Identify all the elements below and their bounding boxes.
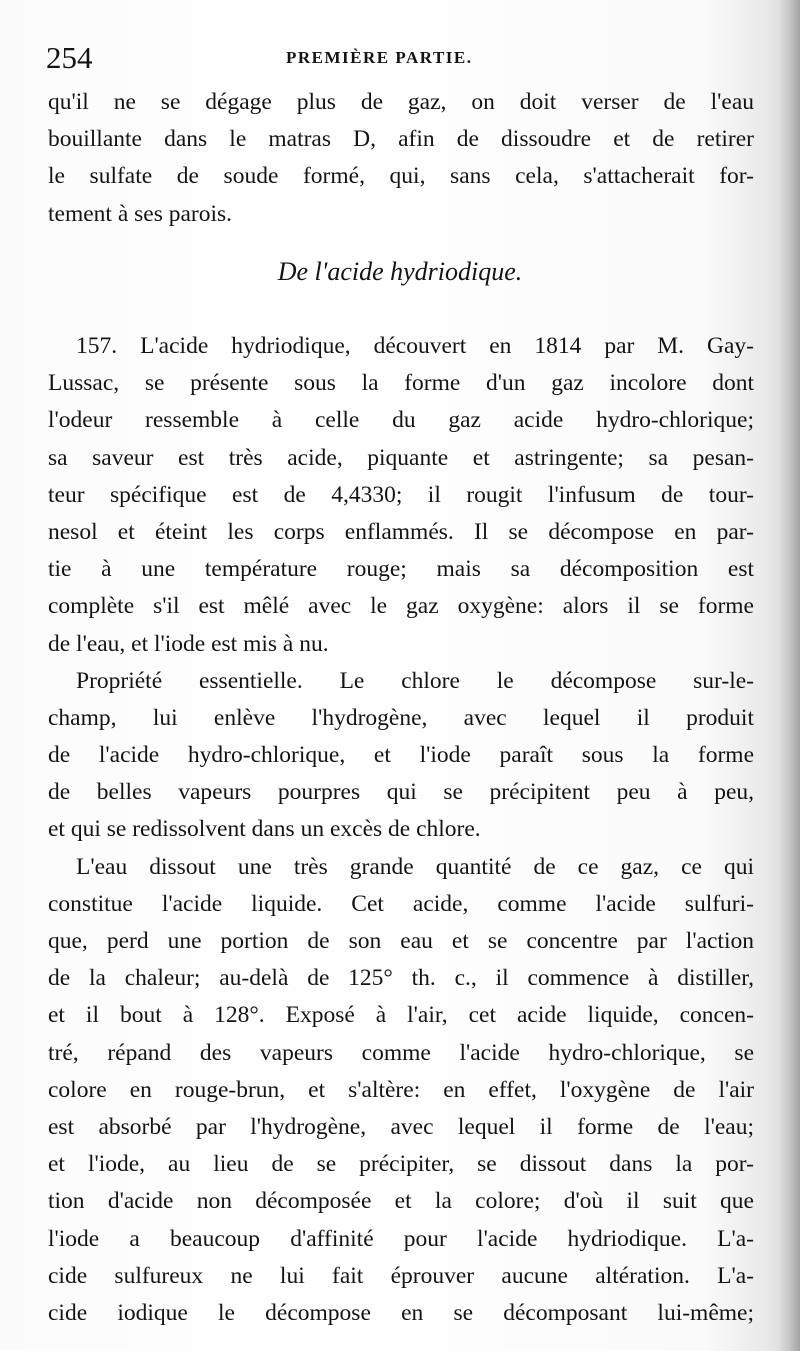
text-line: l'odeur ressemble à celle du gaz acide hydro-chlorique;	[48, 407, 754, 434]
text-line: bouillante dans le matras D, afin de dissoudre et de retirer	[48, 126, 754, 153]
page-edge-shadow	[778, 0, 800, 1351]
text-line: tion d'acide non décomposée et la colore; d'où il suit que	[48, 1188, 754, 1215]
text-line: 157. L'acide hydriodique, découvert en 1814 par M. Gay-	[76, 333, 754, 359]
text-line: que, perd une portion de son eau et se concentre par l'action	[48, 928, 754, 954]
text-line: teur spécifique est de 4,4330; il rougit l'infusum de tour-	[48, 481, 754, 508]
text-line: cide sulfureux ne lui fait éprouver aucune altération. L'a-	[48, 1262, 754, 1289]
text-line: Propriété essentielle. Le chlore le décompose sur-le-	[76, 667, 754, 694]
text-line: constitue l'acide liquide. Cet acide, comme l'acide sulfuri-	[48, 890, 754, 917]
text-line: complète s'il est mêlé avec le gaz oxygène: alors il se forme	[48, 593, 754, 620]
top-paragraph	[48, 84, 754, 233]
text-line: cide iodique le décompose en se décomposant lui-même;	[48, 1299, 754, 1326]
running-head: PREMIÈRE PARTIE.	[286, 48, 473, 67]
text-line: champ, lui enlève l'hydrogène, avec lequel il produit	[48, 704, 754, 731]
text-line: de l'eau, et l'iode est mis à nu.	[48, 630, 329, 657]
text-line: sa saveur est très acide, piquante et astringente; sa pesan-	[48, 444, 754, 471]
text-line: et il bout à 128°. Exposé à l'air, cet acide liquide, concen-	[48, 1002, 754, 1029]
text-line: L'eau dissout une très grande quantité de ce gaz, ce qui	[76, 853, 754, 880]
text-line: qu'il ne se dégage plus de gaz, on doit verser de l'eau	[48, 89, 754, 115]
text-line: tie à une température rouge; mais sa décomposition est	[48, 556, 754, 583]
text-line: et qui se redissolvent dans un excès de chlore.	[48, 816, 481, 843]
text-line: colore en rouge-brun, et s'altère: en effet, l'oxygène de l'air	[48, 1076, 754, 1103]
text-line: nesol et éteint les corps enflammés. Il se décompose en par-	[48, 518, 754, 545]
text-line: tré, répand des vapeurs comme l'acide hydro-chlorique, se	[48, 1039, 754, 1066]
text-line: est absorbé par l'hydrogène, avec lequel il forme de l'eau;	[48, 1113, 754, 1140]
text-line: de la chaleur; au-delà de 125° th. c., il commence à distiller,	[48, 965, 754, 992]
main-text	[48, 328, 754, 1332]
text-line: l'iode a beaucoup d'affinité pour l'acide hydriodique. L'a-	[48, 1225, 754, 1252]
text-line: de l'acide hydro-chlorique, et l'iode paraît sous la forme	[48, 742, 754, 769]
text-line: et l'iode, au lieu de se précipiter, se dissout dans la por-	[48, 1151, 754, 1178]
page-header	[46, 38, 756, 78]
section-title: De l'acide hydriodique.	[277, 257, 523, 286]
page-number: 254	[46, 40, 93, 75]
text-line: tement à ses parois.	[48, 200, 233, 227]
text-line: Lussac, se présente sous la forme d'un gaz incolore dont	[48, 370, 754, 397]
text-line: le sulfate de soude formé, qui, sans cela, s'attacherait for-	[48, 163, 754, 190]
text-line: de belles vapeurs pourpres qui se précipitent peu à peu,	[48, 779, 754, 806]
